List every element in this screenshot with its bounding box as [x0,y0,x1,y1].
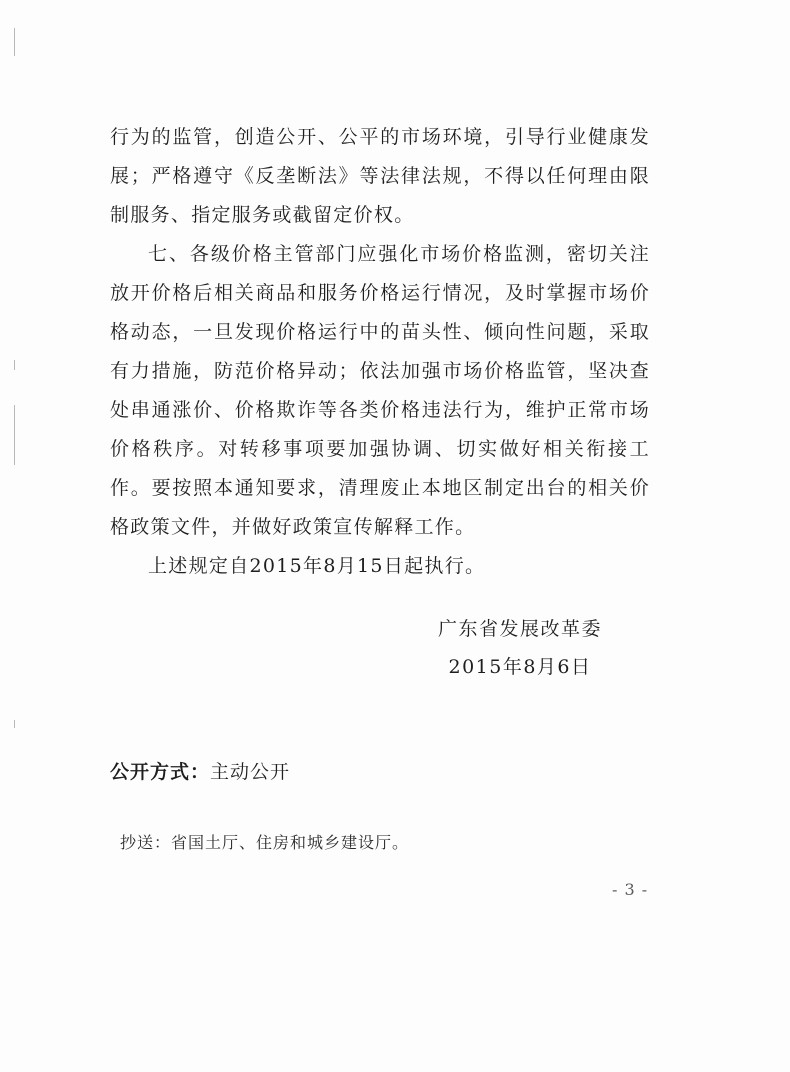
issuing-organization: 广东省发展改革委 [437,618,602,640]
disclosure-method [110,757,290,784]
scan-edge-mark [14,28,15,56]
cc-line: 抄送：省国土厅、住房和城乡建设厅。 [120,833,410,852]
body-paragraph-continuation: 行为的监管，创造公开、公平的市场环境，引导行业健康发展；严格遵守《反垄断法》等法律法规，不得以任何理由限制服务、指定服务或截留定价权。 [110,126,650,226]
document-body [110,118,650,586]
scan-edge-mark [14,720,15,728]
page-number: - 3 - [612,880,649,899]
disclosure-label: 公开方式： [110,761,211,783]
disclosure-value: 主动公开 [210,761,291,783]
scan-edge-mark [14,405,15,465]
body-paragraph-item-seven: 七、各级价格主管部门应强化市场价格监测，密切关注放开价格后相关商品和服务价格运行情况，及时掌握市场价格动态，一旦发现价格运行中的苗头性、倾向性问题，采取有力措施，防范价格异动；依法加强市场价格监管，坚决查处串通涨价、价格欺诈等各类价格违法行为，维护正常市场价格秩序。对转移事项要加强协调、切实做好相关衔接工作。要按照本通知要求，清理废止本地区制定出台的相关价格政策文件，并做好政策宣传解释工作。 [110,243,650,538]
scan-edge-mark [14,360,15,370]
body-paragraph-effective-date: 上述规定自2015年8月15日起执行。 [148,555,486,577]
signature-block [420,610,620,686]
issue-date: 2015年8月6日 [448,656,592,678]
